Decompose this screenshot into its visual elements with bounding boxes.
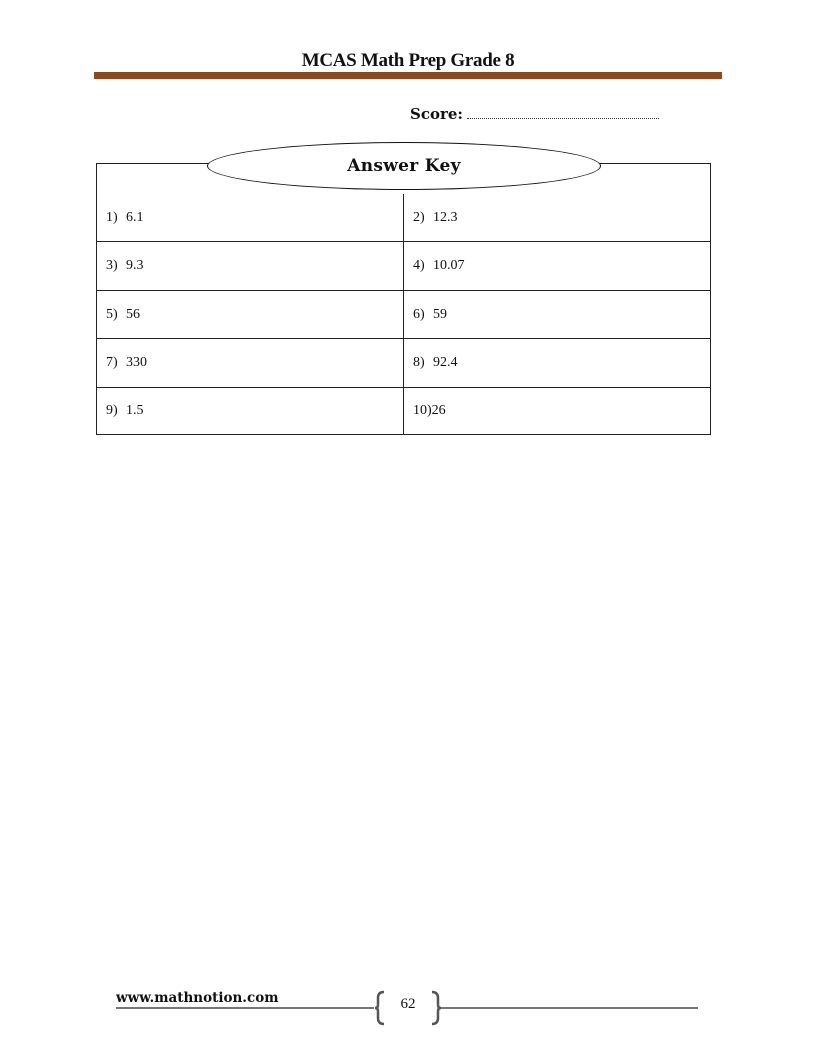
table-row [97, 290, 710, 338]
answer-value: 56 [126, 306, 140, 322]
question-number: 8) [413, 355, 425, 370]
question-number: 7) [106, 355, 118, 370]
footer-rule-left [116, 1007, 374, 1009]
answer-value: 9.3 [126, 258, 144, 273]
answer-cell-6 [404, 291, 710, 338]
answer-cell-7 [97, 339, 404, 387]
answer-value: 59 [433, 306, 447, 322]
answer-cell-8 [404, 339, 710, 387]
answer-value: 92.4 [433, 355, 458, 370]
answer-cell-3 [97, 242, 404, 290]
page-header-title: MCAS Math Prep Grade 8 [301, 50, 515, 71]
answer-value: 330 [126, 355, 147, 370]
answer-value: 12.3 [433, 210, 458, 225]
answer-value: 1.5 [126, 403, 144, 418]
question-number: 5) [106, 306, 118, 322]
question-number: 3) [106, 258, 118, 273]
header-rule [94, 72, 722, 79]
answer-cell-5 [97, 291, 404, 338]
answer-key-table [96, 163, 711, 435]
table-row [97, 241, 710, 290]
table-row [97, 387, 710, 434]
question-number: 4) [413, 258, 425, 273]
table-row [97, 338, 710, 387]
answer-cell-2 [404, 194, 710, 242]
answer-cell-4 [404, 242, 710, 290]
question-number: 9) [106, 403, 118, 418]
answer-value: 26 [431, 403, 446, 418]
question-number: 1) [106, 210, 118, 225]
footer-rule-right [441, 1007, 698, 1009]
footer-website-url: www.mathnotion.com [116, 990, 279, 1006]
question-number: 2) [413, 210, 425, 225]
answer-value: 6.1 [126, 210, 144, 225]
question-number: 10) [413, 403, 432, 418]
page-number: 62 [400, 996, 416, 1012]
answer-cell-1 [97, 194, 404, 242]
question-number: 6) [413, 306, 425, 322]
answer-cell-10 [404, 388, 710, 434]
answer-value: 10.07 [433, 258, 465, 273]
answer-key-title-oval [207, 142, 601, 190]
answer-cell-9 [97, 388, 404, 434]
score-blank-line [467, 106, 659, 119]
answer-key-title: Answer Key [347, 156, 461, 176]
score-label: Score: [410, 105, 463, 123]
score-field [410, 105, 659, 123]
